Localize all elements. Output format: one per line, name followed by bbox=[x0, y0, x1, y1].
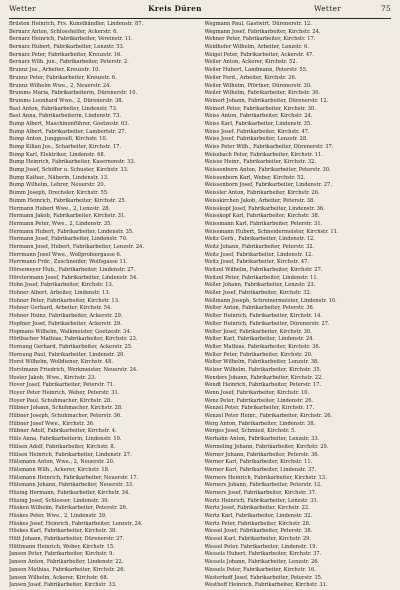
directory-entry: Hohn Josef, Fabrikarbeiter, Kirchstr. 13. bbox=[9, 282, 114, 289]
directory-entry: Weissmann Karl, Fabrikarbeiter, Peterstr. 31. bbox=[204, 220, 323, 227]
directory-entry: Wellmann Joseph, Schreinermeister, Lindenstr. 10. bbox=[204, 297, 337, 304]
directory-entry: Horst Wilhelm, Wolldiener, Kirchstr. 48. bbox=[9, 359, 113, 366]
directory-entry: Bast Anton, Fabrikarbeiter, Lindenstr. 73. bbox=[9, 105, 118, 112]
directory-entry: Brunnz Jos., Arbeiter, Kreuzstr. 10. bbox=[9, 67, 101, 74]
directory-entry: Bump Anton, Junggesell, Kirchstr. 10. bbox=[9, 136, 108, 143]
directory-entry: Bernarz Wilh. jun., Fabrikarbeiter, Peterstr. 2. bbox=[9, 59, 129, 66]
directory-entry: Hüttmann Heinrich, Weber, Kirchstr. 15. bbox=[9, 543, 115, 550]
directory-entry: Hülsmann Wilh., Ackerer, Kirchstr. 18. bbox=[9, 466, 110, 473]
directory-entry: Herrmann Josef Wwe., Wollprobiergasse 6. bbox=[9, 251, 122, 258]
directory-entry: Hübner Adolf, Fabrikarbeiter, Kirchstr. 4. bbox=[9, 428, 117, 435]
directory-entry: Welter Heinrich, Fabrikarbeiter, Dürenerstr. 27. bbox=[204, 320, 330, 327]
directory-entry: Welter Anton, Fabrikarbeiter, Peterstr. 36. bbox=[204, 305, 315, 312]
directory-entry: Weller Josef, Fabrikarbeiter, Kirchstr. 32. bbox=[204, 290, 312, 297]
directory-entry: Hüskes Karl, Fabrikarbeiter, Kirchstr. 38. bbox=[9, 528, 117, 535]
directory-entry: Hülsmann Johann, Fabrikarbeiter, Neuerstr. 33. bbox=[9, 482, 134, 489]
directory-entry: Welter Peter, Fabrikarbeiter, Kirchstr. 20. bbox=[204, 351, 313, 358]
directory-entry: Werges Josef, Schmied, Kirchstr. 5. bbox=[204, 428, 297, 435]
directory-entry: Hüsing Josef, Schlosser, Lindenstr. 30. bbox=[9, 497, 110, 504]
directory-entry: Bump Heinrich, Fabrikarbeiter, Kasernenstr. 33. bbox=[9, 159, 136, 166]
directory-entry: Brüsten Heinrich, Frs. Kunsthändler, Lindenstr. 87. bbox=[9, 21, 144, 27]
directory-entry: Jansen Wilhelm, Ackerer, Kirchstr. 68. bbox=[9, 574, 109, 581]
directory-entry: Hörstermann Josef, Fabrikarbeiter, Lindenstr. 54. bbox=[9, 274, 138, 281]
directory-entry: Werners Josef, Fabrikarbeiter, Kirchstr. 37. bbox=[204, 489, 317, 496]
directory-entry: Werner Johann, Fabrikarbeiter, Peterstr. 36. bbox=[204, 451, 320, 458]
directory-entry: Wendt Heinrich, Fabrikarbeiter, Peterstr. 17. bbox=[204, 382, 322, 389]
directory-entry: Wegmann Josef, Fabrikarbeiter, Kirchstr. 24. bbox=[204, 28, 321, 35]
directory-entry: Werner Karl, Fabrikarbeiter, Lindenstr. 37. bbox=[204, 466, 317, 473]
directory-entry: Hüsken Wilhelm, Fabrikarbeiter, Peterstr. 26. bbox=[9, 505, 128, 512]
left-column bbox=[9, 21, 196, 590]
directory-entry: Wermeling Johann, Fabrikarbeiter, Kirchstr. 29. bbox=[204, 443, 329, 450]
directory-entry: Hüls Anna, Fabrikarbeiterin, Lindenstr. 10. bbox=[9, 436, 122, 443]
directory-entry: Weiss Josef, Fabrikarbeiter, Kirchstr. 47. bbox=[204, 128, 310, 135]
directory-entry: Hermann Jakob, Fabrikarbeiter, Kirchstr. 31. bbox=[9, 213, 126, 220]
directory-entry: Jansen Josef, Fabrikarbeiter, Kirchstr. 33. bbox=[9, 582, 117, 589]
directory-entry: Weiler Anton, Ackerer, Kirchstr. 52. bbox=[204, 59, 298, 66]
page-header bbox=[9, 4, 391, 17]
header-title: Kreis Düren bbox=[148, 4, 202, 13]
directory-entry: Weisse Heinr., Fabrikarbeiter, Kirchstr. 32. bbox=[204, 159, 317, 166]
directory-entry: Weidhofer Wilhelm, Arbeiter, Lenzstr. 6. bbox=[204, 44, 310, 51]
directory-entry: Weissmann Hubert, Schneidermeister, Kirchstr. 11. bbox=[204, 228, 339, 235]
directory-entry: Brumms Maria, Fabrikarbeiterin, Dürenerstr. 10. bbox=[9, 90, 138, 97]
directory-entry: Hohner Albert, Arbeiter, Lindenstr. 13. bbox=[9, 290, 111, 297]
directory-entry: Bernarz Hubert, Fabrikarbeiter, Lenzstr. 53. bbox=[9, 44, 125, 51]
header-left-word: Wetter bbox=[9, 4, 37, 13]
directory-entry: Bernarz Heinrich, Fabrikarbeiter, Vereinstr. 11. bbox=[9, 36, 133, 43]
directory-entry: Bump Albert, Fabrikarbeiter, Lambertstr. 27. bbox=[9, 128, 127, 135]
directory-entry: Hülsen Heinrich, Fabrikarbeiter, Lindenstr. 27. bbox=[9, 451, 132, 458]
directory-entry: Weisskirchen Jakob, Arbeiter, Peterstr. 38. bbox=[204, 197, 315, 204]
directory-entry: Hermann Peter, Wwe., 2, Lindenstr. 35. bbox=[9, 220, 112, 227]
directory-entry: Hörsemeyer Hub., Fabrikarbeiter, Lindenstr. 27. bbox=[9, 267, 136, 273]
directory-entry: Welzer Wilhelm, Fabrikarbeiter, Kirchstr. 35. bbox=[204, 366, 322, 373]
directory-entry: Wessel Peter, Fabrikarbeiter, Lindenstr. 19. bbox=[204, 543, 318, 550]
directory-entry: Weitz Johann, Fabrikarbeiter, Peterstr. 32. bbox=[204, 243, 315, 250]
directory-entry: Weller Johann, Fabrikarbeiter, Lenzstr. 23. bbox=[204, 282, 316, 289]
directory-entry: Hübner Joseph, Schuhmacher, Peterstr. 36. bbox=[9, 413, 122, 420]
directory-entry: Hübner Josef Wwe., Kirchstr. 36. bbox=[9, 420, 95, 427]
directory-entry: Wenzel Peter, Fabrikarbeiter, Kirchstr. 17. bbox=[204, 405, 315, 412]
directory-entry: Weitz Josef, Fabrikarbeiter, Lindenstr. 12. bbox=[204, 251, 313, 258]
entry-columns bbox=[9, 21, 391, 590]
directory-entry: Wegmann Paul, Gastwirt, Dürenerstr. 12. bbox=[204, 21, 312, 27]
directory-entry: Werhahn Anton, Fabrikarbeiter, Lenzstr. 33. bbox=[204, 436, 320, 443]
directory-entry: Hohner Heinz, Fabrikarbeiter, Ackerstr. 29. bbox=[9, 313, 123, 320]
directory-entry: Weitzel Wilhelm, Fabrikarbeiter, Kirchstr. 27. bbox=[204, 267, 323, 273]
directory-entry: Weissenborn Josef, Fabrikarbeiter, Lindenstr. 27. bbox=[204, 182, 332, 189]
right-column bbox=[205, 21, 392, 590]
directory-entry: Hütt Johann, Fabrikarbeiter, Dürenerstr. 27. bbox=[9, 536, 125, 543]
directory-entry: Wehner Peter, Fabrikarbeiter, Kirchstr. 17. bbox=[204, 36, 316, 43]
directory-entry: Wertz Josef, Fabrikarbeiter, Kirchstr. 22. bbox=[204, 505, 310, 512]
directory-entry: Hoyer Paul, Schuhmacher, Kirchstr. 28. bbox=[9, 397, 112, 404]
directory-entry: Wessels Johann, Fabrikarbeiter, Lenzstr. 26. bbox=[204, 559, 320, 566]
directory-entry: Bump Kathar., Näherin, Lindenstr. 13. bbox=[9, 174, 109, 181]
directory-entry: Hornung Gerhard, Fabrikarbeiter, Ackerstr. 25. bbox=[9, 343, 133, 350]
directory-entry: Welter Mathias, Fabrikarbeiter, Kirchstr. 36. bbox=[204, 343, 321, 350]
directory-entry: Weinert Johann, Fabrikarbeiter, Dürenerstr. 12. bbox=[204, 97, 329, 104]
directory-entry: Weiler Hubert, Landmann, Peterstr. 55. bbox=[204, 67, 308, 74]
directory-entry: Wessels Hubert, Fabrikarbeiter, Kirchstr. 37. bbox=[204, 551, 322, 558]
directory-entry: Hülsmann Heinrich, Fabrikarbeiter, Neuerstr. 17. bbox=[9, 474, 139, 481]
directory-entry: Weiss Anton, Fabrikarbeiter, Kirchstr. 24. bbox=[204, 113, 313, 120]
directory-entry: Hermann Josef, Fabrikarbeiter, Lindenstr. 70. bbox=[9, 236, 128, 243]
directory-entry: Werners Johann, Fabrikarbeiter, Peterstr. 12. bbox=[204, 482, 322, 489]
directory-entry: Hermann Hubert Wwe., 2, Lenzstr. 28. bbox=[9, 205, 111, 212]
directory-entry: Jansen Peter, Fabrikarbeiter, Kirchstr. 9. bbox=[9, 551, 115, 558]
directory-entry: Wessel Josef, Fabrikarbeiter, Peterstr. 38. bbox=[204, 528, 313, 535]
header-right-word: Wetter bbox=[313, 4, 341, 13]
directory-entry: Weitz Gerh., Fabrikarbeiter, Lindenstr. 12. bbox=[204, 236, 315, 243]
directory-entry: Wenz Peter, Fabrikarbeiter, Lindenstr. 26. bbox=[204, 397, 314, 404]
directory-entry: Wenn Josef, Fabrikarbeiter, Kirchstr. 10. bbox=[204, 390, 310, 396]
directory-entry: Brunnz Wilhelm Wwe., 2, Neuerstr. 24. bbox=[9, 82, 112, 89]
directory-entry: Brunnz Peter, Fabrikarbeiter, Kreuzstr. 6. bbox=[9, 74, 117, 81]
directory-entry: Hermann Josef, Hubert, Fabrikarbeiter, Lenzstr. 24. bbox=[9, 243, 144, 250]
directory-entry: Hoyer Peter Heinrich, Weber, Peterstr. 31. bbox=[9, 390, 120, 396]
directory-entry: Hülsen Adolf, Fabrikarbeiter, Kirchstr. 8. bbox=[9, 443, 116, 450]
directory-entry: Weinert Peter, Fabrikarbeiter, Kirchstr. 30. bbox=[204, 105, 316, 112]
directory-entry: Weiler Wilhelm, Fabrikarbeiter, Kirchstr. 30. bbox=[204, 90, 321, 97]
directory-entry: Hornung Paul, Fabrikarbeiter, Lindenstr. 20. bbox=[9, 351, 126, 358]
directory-entry: Weiss Peter Wilh., Fabrikarbeiter, Dürenerstr. 37. bbox=[204, 144, 334, 150]
header-rule bbox=[9, 18, 391, 19]
directory-entry: Hüskes Peter, Wwe., 2, Lindenstr. 39. bbox=[9, 513, 107, 519]
directory-entry: Weissler Anton, Fabrikarbeiter, Kirchstr. 26. bbox=[204, 190, 320, 197]
directory-entry: Weissbach Peter, Fabrikarbeiter, Kirchstr. 11. bbox=[204, 151, 323, 158]
directory-entry: Bernarz Anton, Schlosshelfer, Ackerstr. 6. bbox=[9, 28, 119, 35]
directory-entry: Bump Josef, Schiffer u. Schuster, Kirchstr. 33. bbox=[9, 167, 129, 174]
directory-entry: Werner Karl, Fabrikarbeiter, Kirchstr. 11. bbox=[204, 459, 313, 466]
directory-entry: Herrmann Frdr., Zuschneider, Wolfsgasse 11. bbox=[9, 259, 128, 266]
directory-entry: Welter Josef, Fabrikarbeiter, Kirchstr. 30. bbox=[204, 328, 312, 335]
header-right bbox=[314, 4, 391, 13]
directory-entry: Hohner Gerhard, Arbeiter, Kirchstr. 54. bbox=[9, 305, 112, 312]
directory-entry: Bump Kilian Jos., Scharbeiter, Kirchstr. 17. bbox=[9, 144, 122, 150]
page-number: 75 bbox=[380, 4, 391, 13]
directory-entry: Hübner Johann, Schuhmacher, Kirchstr. 28. bbox=[9, 405, 123, 412]
directory-entry: Horstmann Friedrich, Werkmeister, Neuerstr. 24. bbox=[9, 366, 138, 373]
directory-entry: Wertz Karl, Fabrikarbeiter, Lindenstr. 32. bbox=[204, 513, 313, 519]
directory-entry: Weisskopf Josef, Fabrikarbeiter, Lindenstr. 36. bbox=[204, 205, 325, 212]
directory-entry: Bump Wilhelm, Lehrer, Neuerstr. 20. bbox=[9, 182, 106, 189]
directory-entry: Welter Heinrich, Fabrikarbeiter, Kirchstr. 14. bbox=[204, 313, 323, 320]
directory-entry: Hohner Peter, Fabrikarbeiter, Kirchstr. 13. bbox=[9, 297, 120, 304]
directory-entry: Hopfner Josef, Fabrikarbeiter, Ackerstr. 29. bbox=[9, 320, 122, 327]
directory-entry: Brumms Leonhard Wwe., 2, Dürenerstr. 38. bbox=[9, 97, 124, 104]
directory-entry: Hover Josef, Fabrikarbeiter, Peterstr. 71. bbox=[9, 382, 115, 389]
directory-entry: Westhoff Heinrich, Fabrikarbeiter, Kirchstr. 31. bbox=[204, 582, 328, 589]
directory-entry: Hermann Hubert, Fabrikarbeiter, Lindenstr. 35. bbox=[9, 228, 134, 235]
directory-entry: Bump Albert, Maschinenführer, Goetzestr. 63. bbox=[9, 120, 130, 127]
directory-entry: Weissenborn Karl, Weber, Kirchstr. 52. bbox=[204, 174, 306, 181]
directory-entry: Weiler Wilhelm, Pförtner, Dürenerstr. 30. bbox=[204, 82, 312, 89]
directory-entry: Bast Anna, Fabrikarbeiterin, Lindenstr. 73. bbox=[9, 113, 121, 120]
directory-entry: Jansen Anton, Fabrikarbeiter, Lindenstr. 22. bbox=[9, 559, 124, 566]
directory-entry: Weitz Josef, Fabrikarbeiter, Kirchstr. 47. bbox=[204, 259, 310, 266]
directory-entry: Hülsmann Anton, Wwe., 2, Neuerstr. 20. bbox=[9, 459, 115, 466]
directory-entry: Weigel Peter, Fabrikarbeiter, Ackerstr. 47. bbox=[204, 51, 314, 58]
directory-entry: Weiss Josef, Fabrikarbeiter, Lenzstr. 28. bbox=[204, 136, 308, 143]
directory-entry: Hüsing Hermann, Fabrikarbeiter, Kirchstr. 34. bbox=[9, 489, 130, 496]
directory-entry: Bumm Joseph, Drechsler, Kirchstr. 55. bbox=[9, 190, 109, 197]
directory-entry: Wertz Heinrich, Fabrikarbeiter, Lenzstr. 31. bbox=[204, 497, 319, 504]
directory-entry: Weisskopf Karl, Fabrikarbeiter, Kirchstr. 38. bbox=[204, 213, 320, 220]
directory-entry: Hüskes Josef, Heinrich, Fabrikarbeiter, Lenzstr. 24. bbox=[9, 520, 143, 527]
directory-entry: Westerhoff Josef, Fabrikarbeiter, Peterstr. 35. bbox=[204, 574, 323, 581]
directory-entry: Wenders Johann, Fabrikarbeiter, Kirchstr. 22. bbox=[204, 374, 323, 381]
directory-entry: Weiler Ferd., Arbeiter, Kirchstr. 26. bbox=[204, 74, 297, 81]
directory-entry: Bump Karl, Elektriker, Lindenstr. 68. bbox=[9, 151, 106, 158]
directory-entry: Hopmans Wilhelm, Walkmeister, Goetzestr. 34. bbox=[9, 328, 132, 335]
directory-entry: Werners Heinrich, Fabrikarbeiter, Kirchstr. 13. bbox=[204, 474, 327, 481]
directory-entry: Welter Wilhelm, Fabrikarbeiter, Lenzstr. 38. bbox=[204, 359, 319, 366]
directory-entry: Wertz Peter, Fabrikarbeiter, Kirchstr. 28. bbox=[204, 520, 311, 527]
directory-entry: Bernarz Peter, Fabrikarbeiter, Kreuzstr. 16. bbox=[9, 51, 122, 58]
directory-entry: Bumm Heinrich, Fabrikarbeiter, Kirchstr. 25. bbox=[9, 197, 127, 204]
directory-entry: Werg Anton, Fabrikarbeiter, Lindenstr. 38. bbox=[204, 420, 316, 427]
directory-entry: Weiss Karl, Fabrikarbeiter, Lindenstr. 35. bbox=[204, 120, 312, 127]
directory-entry: Jansen Mathias, Fabrikarbeiter, Kirchstr. 26. bbox=[9, 566, 126, 573]
directory-entry: Hörlbacher Mathias, Fabrikarbeiter, Kirchstr. 23. bbox=[9, 336, 138, 343]
directory-entry: Hoster Jakob, Wwe., Kirchstr. 23. bbox=[9, 374, 97, 381]
directory-entry: Weissenborn Anton, Fabrikarbeiter, Peterstr. 30. bbox=[204, 167, 331, 174]
directory-entry: Wessel Karl, Fabrikarbeiter, Kirchstr. 29. bbox=[204, 536, 312, 543]
directory-entry: Welter Karl, Fabrikarbeiter, Lindenstr. 24. bbox=[204, 336, 315, 343]
directory-entry: Wessels Peter, Fabrikarbeiter, Kirchstr. 16. bbox=[204, 566, 316, 573]
directory-entry: Weitzel Peter, Fabrikarbeiter, Lindenstr. 11. bbox=[204, 274, 319, 281]
directory-entry: Wenzel Peter Heinr., Fabrikarbeiter, Kirchstr. 26. bbox=[204, 413, 333, 420]
